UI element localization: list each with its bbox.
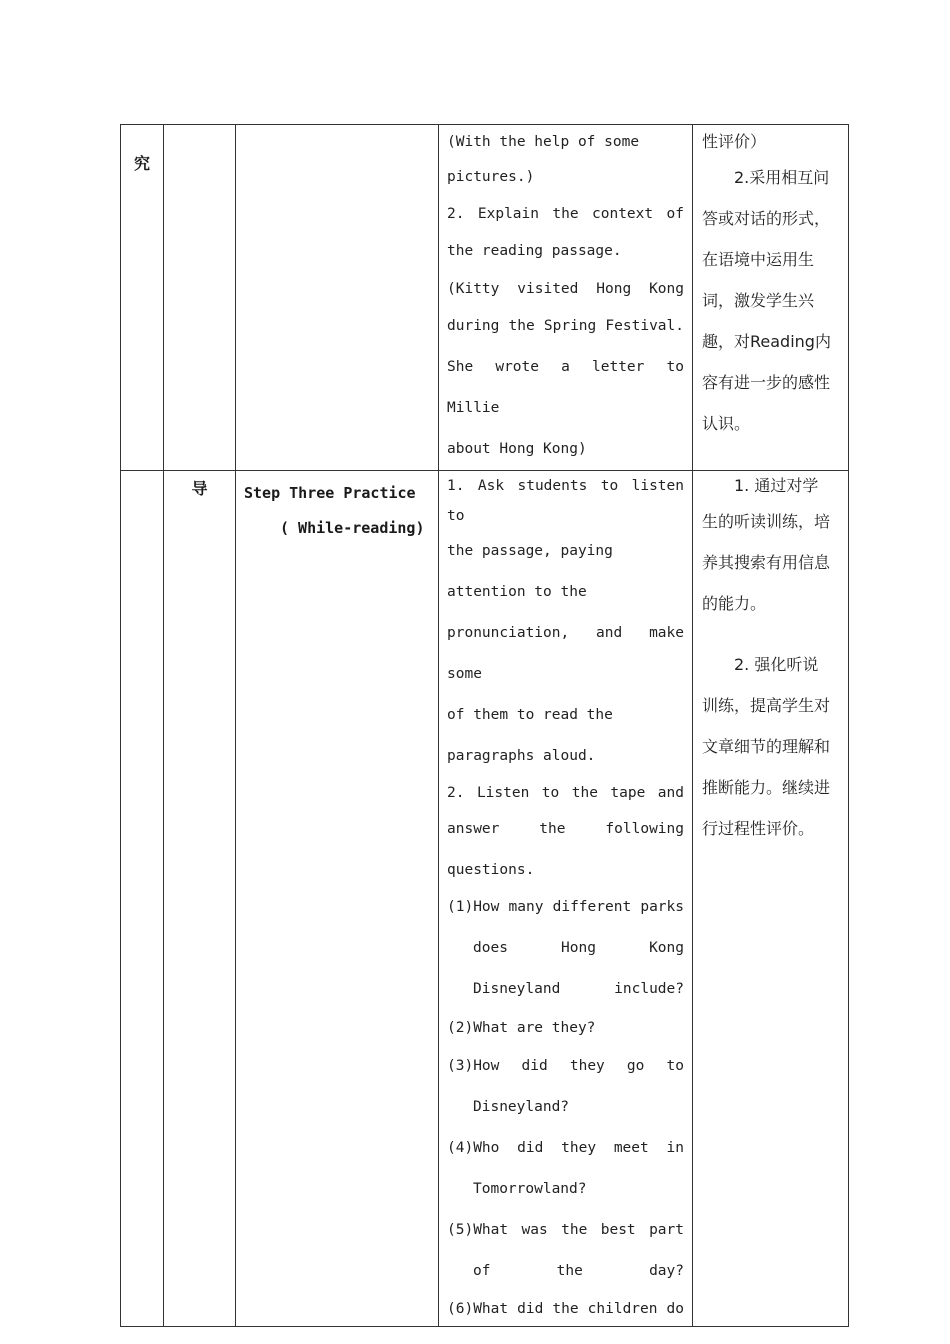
question-item: (4)Who did they meet in Tomorrowland?: [447, 1140, 684, 1197]
purpose-line: 行过程性评价。: [702, 819, 815, 838]
purpose-line: 认识。: [702, 414, 751, 433]
activity-line: answer the following: [447, 821, 684, 837]
activity-line: of them to read the: [447, 707, 613, 723]
activity-line: about Hong Kong): [447, 441, 587, 457]
purpose-line: 2.采用相互问: [734, 168, 830, 187]
activity-line: the passage, paying: [447, 543, 613, 559]
activity-line: the reading passage.: [447, 243, 622, 259]
purpose-line: 养其搜索有用信息: [702, 553, 831, 572]
purpose-line: 2. 强化听说: [734, 655, 819, 674]
section-label: 导: [191, 479, 208, 498]
step-cell: [236, 471, 439, 1327]
purpose-line: 1. 通过对学: [734, 476, 819, 495]
activity-line: 2. Listen to the tape and: [447, 785, 684, 801]
activity-cell: [439, 471, 693, 1327]
lesson-plan-table: [120, 124, 849, 1327]
activity-line: pictures.): [447, 169, 535, 185]
table-row: [121, 471, 849, 1327]
table-row: [121, 125, 849, 471]
activity-cell: [439, 125, 693, 471]
purpose-line: 趣，对Reading内: [702, 332, 831, 351]
purpose-line: 词，激发学生兴: [702, 291, 815, 310]
question-item: (1)How many different parks does Hong Kong Disneyland include?: [447, 899, 684, 997]
purpose-line: 的能力。: [702, 594, 767, 613]
activity-line: (With the help of some: [447, 134, 640, 150]
activity-line: 1. Ask students to listen to: [447, 478, 684, 524]
activity-line: questions.: [447, 862, 535, 878]
activity-line: (Kitty visited Hong Kong: [447, 281, 684, 297]
empty-cell: [236, 125, 439, 471]
question-item: (6)What did the children do: [447, 1301, 684, 1317]
activity-line: pronunciation, and make some: [447, 625, 684, 682]
section-label: 究: [133, 154, 150, 173]
purpose-cell: [693, 125, 849, 471]
question-item: (2)What are they?: [447, 1020, 596, 1036]
purpose-cell: [693, 471, 849, 1327]
activity-line: 2. Explain the context of: [447, 206, 684, 222]
activity-line: attention to the: [447, 584, 587, 600]
question-item: (3)How did they go to Disneyland?: [447, 1058, 684, 1115]
step-title: Step Three Practice: [244, 484, 416, 502]
purpose-line: 容有进一步的感性: [702, 373, 831, 392]
activity-line: She wrote a letter to Millie: [447, 359, 684, 416]
purpose-line: 答或对话的形式，: [702, 209, 831, 228]
step-subtitle: ( While-reading): [280, 519, 425, 537]
activity-line: during the Spring Festival.: [447, 318, 684, 334]
section-label-cell: [121, 125, 164, 471]
empty-cell: [164, 125, 236, 471]
section-label-cell: [164, 471, 236, 1327]
purpose-line: 性评价）: [702, 132, 767, 151]
purpose-line: 生的听读训练，培: [702, 512, 831, 531]
purpose-line: 文章细节的理解和: [702, 737, 831, 756]
activity-line: paragraphs aloud.: [447, 748, 596, 764]
purpose-line: 推断能力。继续进: [702, 778, 831, 797]
empty-cell: [121, 471, 164, 1327]
purpose-line: 在语境中运用生: [702, 250, 815, 269]
question-item: (5)What was the best part of the day?: [447, 1222, 684, 1279]
purpose-line: 训练，提高学生对: [702, 696, 831, 715]
